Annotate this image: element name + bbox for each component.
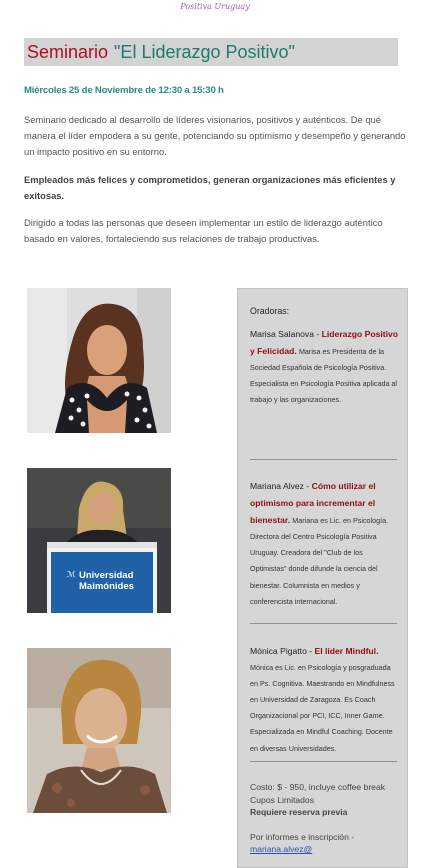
speaker-2-bio: Mariana es Lic. en Psicología. Directora del Centro Psicología Positiva Uruguay. Creadora del "Club de los Optimistas" donde difunde la ciencia del bienestar. Columnista en medios y conferencista internacional. — [250, 516, 389, 606]
podium-text-1: Universidad — [79, 570, 134, 581]
speaker-1 — [250, 326, 400, 408]
speaker-3 — [250, 643, 400, 757]
page-title — [24, 38, 398, 66]
speaker-photo-3 — [27, 648, 171, 813]
reserve-line: Requiere reserva previa — [250, 807, 348, 817]
speaker-3-topic: El líder Mindful. — [314, 646, 379, 656]
info-line: Por informes e inscripción - — [250, 831, 355, 842]
email-link[interactable]: mariana.alvez@ — [250, 844, 313, 854]
speaker-1-name: Marisa Salanova - — [250, 329, 322, 339]
speaker-1-bio: Marisa es Presidenta de la Sociedad Española de Psicología Positiva. Especialista en Psicología Positiva aplicada al trabajo y las organizaciones. — [250, 347, 398, 405]
cost-info — [250, 781, 400, 856]
cost-line: Costo: $ - 950, incluye coffee break — [250, 782, 386, 792]
speaker-2 — [250, 478, 400, 610]
speaker-3-name: Mónica Pigatto - — [250, 646, 315, 656]
speaker-3-bio: Mónica es Lic. en Psicología y posgraduada en Ps. Cognitiva. Maestrando en Mindfulness en Universidad de Zaragoza. Es Coach Organizacional por PCI, ICC, Inner Game. Especializada en Mindful Coaching. Docente en diversas Universidades. — [250, 663, 395, 753]
event-date: Miércoles 25 de Noviembre de 12:30 a 15:30 h — [24, 85, 224, 96]
speakers-sidebar — [237, 288, 408, 868]
divider — [250, 459, 397, 460]
title-quote: "El Liderazgo Positivo" — [114, 41, 295, 62]
speaker-photo-2 — [27, 468, 171, 613]
intro-paragraph: Seminario dedicado al desarrollo de líderes visionarios, positivos y auténticos. De qué manera el líder empodera a su gente, potenciando su optimismo y desempeño y generando un impacto positivo en su entorno. — [24, 114, 406, 157]
speaker-1-topic: Liderazgo Positivo y Felicidad. — [250, 329, 399, 357]
divider — [250, 761, 397, 762]
speaker-photo-1 — [27, 288, 171, 433]
speakers-heading: Oradoras: — [250, 306, 290, 316]
title-word: Seminario — [27, 41, 109, 62]
audience-paragraph: Dirigido a todas las personas que deseen implementar un estilo de liderazgo auténtico basado en valores, fortaleciendo sus relaciones de trabajo productivas. — [24, 217, 383, 244]
divider — [250, 623, 397, 624]
speaker-2-name: Mariana Alvez - — [250, 481, 312, 491]
podium-text-2: Maimónides — [79, 581, 134, 592]
logo-text: Positiva Uruguay — [180, 2, 250, 11]
cupos-line: Cupos Limitados — [250, 794, 315, 805]
speaker-2-topic: Cómo utilizar el optimismo para incrementar el bienestar. — [250, 481, 376, 526]
svg-text:ℳ: ℳ — [67, 570, 76, 579]
highlight-paragraph: Empleados más felices y comprometidos, generan organizaciones más eficientes y exitosas. — [24, 174, 396, 201]
